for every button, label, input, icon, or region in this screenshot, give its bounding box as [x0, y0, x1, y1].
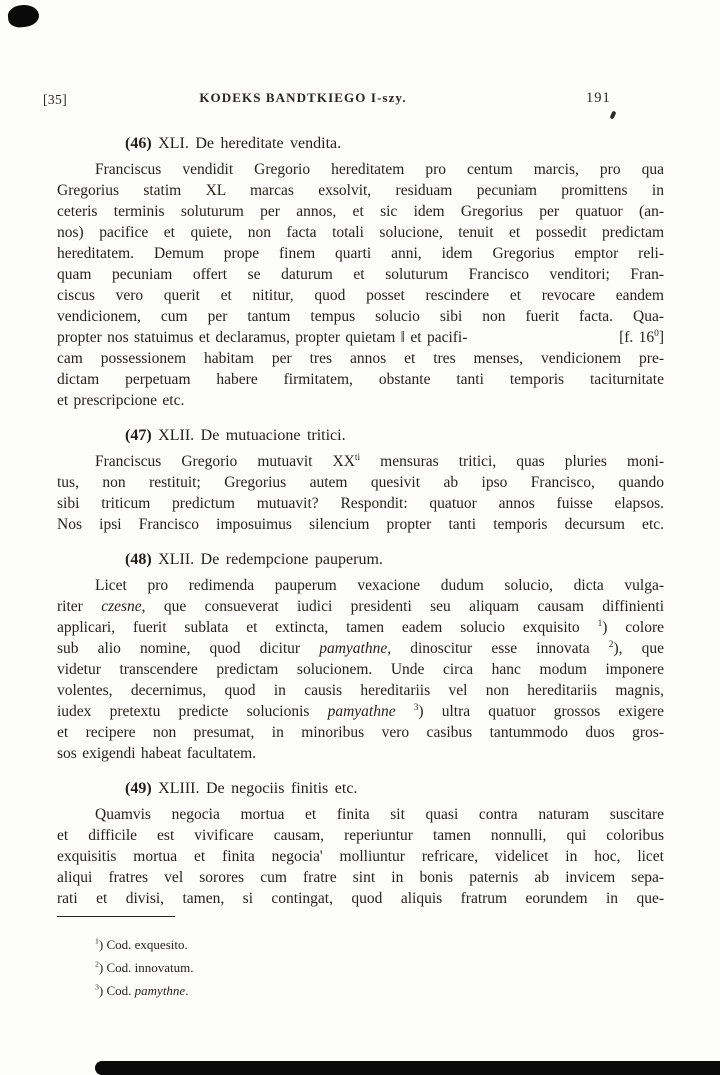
text-segment: dictam perpetuam habere firmitatem, obstante tanti temporis taciturnitate	[57, 371, 664, 388]
text-line	[57, 201, 664, 222]
text-segment: , dinoscitur esse innovata	[387, 640, 609, 657]
superscript-mark: 3	[95, 982, 99, 992]
footnote-line	[95, 979, 495, 1002]
scan-artifact-top-left	[7, 3, 40, 28]
text-segment: Gregorius statim XL marcas exsolvit, residuam pecuniam promittens in	[57, 182, 664, 199]
superscript-mark: 0	[654, 328, 659, 339]
text-line	[57, 680, 664, 701]
text-segment: ciscus vero querit et nititur, quod posset rescindere et revocare eandem	[57, 287, 664, 304]
folio-reference	[619, 327, 664, 348]
text-segment: applicari, fuerit sublata et extincta, tamen eadem solucio exquisito	[57, 619, 598, 636]
text-line	[57, 638, 664, 659]
text-segment: ceteris terminis soluturum per annos, et sic idem Gregorius per quatuor (an-	[57, 203, 664, 220]
main-text-block	[57, 133, 664, 909]
footnote-line	[95, 933, 495, 956]
text-segment: aliqui fratres vel sorores cum fratre sint in bonis paternis ab invicem sepa-	[57, 869, 664, 886]
scan-artifact-tick	[610, 111, 617, 120]
text-segment: hereditatem. Demum prope finem quarti anni, idem Gregorius emptor reli-	[57, 245, 664, 262]
text-segment: Licet pro redimenda pauperum vexacione dudum solucio, dicta vulga-	[95, 577, 664, 594]
text-segment: nos) pacifice et quiete, non facta totali solucione, tenuit et possedit predictam	[57, 224, 664, 241]
text-segment: ]	[658, 329, 664, 346]
text-segment: et difficile est vivificare causam, reperiuntur tamen nonnulli, qui coloribus	[57, 827, 664, 844]
text-segment: tus, non restituit; Gregorius autem quesivit ab ipso Francisco, quando	[57, 474, 664, 491]
text-line	[57, 514, 664, 535]
scan-artifact-bottom-bar	[95, 1061, 720, 1075]
text-segment: ) Cod. exquesito.	[98, 937, 188, 952]
text-segment: mensuras tritici, quas pluries moni-	[360, 453, 664, 470]
text-line	[57, 867, 664, 888]
text-segment: ), que	[613, 640, 664, 657]
superscript-mark: 2	[95, 959, 99, 969]
text-segment: sibi triticum predictum mutuavit? Respondit: quatuor annos fuisse elapsos.	[57, 495, 664, 512]
text-segment: exquisitis mortua et finita negocia' molliuntur refricare, videlicet in hoc, licet	[57, 848, 664, 865]
text-segment	[396, 703, 414, 720]
text-segment: sos exigendi habeat facultatem.	[57, 745, 257, 762]
text-line	[57, 264, 664, 285]
text-line	[57, 390, 664, 411]
text-line	[57, 222, 664, 243]
text-segment: et prescripcione etc.	[57, 392, 185, 409]
italic-term: pamyathne	[327, 703, 396, 720]
text-segment: quam pecuniam offert se daturum et soluturum Francisco venditori; Fran-	[57, 266, 664, 283]
text-line	[57, 825, 664, 846]
text-segment: rati et divisi, tamen, si contingat, quod aliquis fratrum eorundem in que-	[57, 890, 664, 907]
section-number: (47)	[125, 427, 152, 444]
text-line	[57, 348, 664, 369]
text-segment: ) Cod. innovatum.	[98, 960, 194, 975]
text-line	[57, 701, 664, 722]
text-segment: Franciscus Gregorio mutuavit XX	[95, 453, 355, 470]
section-heading: (46) XLI. De hereditate vendita.	[125, 135, 342, 152]
text-line	[57, 596, 664, 617]
text-line	[57, 243, 664, 264]
italic-term: czesne	[101, 598, 142, 615]
text-line	[57, 180, 664, 201]
text-segment: iudex pretextu predicte solucionis	[57, 703, 328, 720]
text-segment: sub alio nomine, quod dicitur	[57, 640, 320, 657]
text-line	[57, 493, 664, 514]
folio-marker: [35]	[43, 92, 68, 107]
text-line	[57, 743, 664, 764]
italic-term: pamythne	[134, 983, 186, 998]
text-line	[57, 306, 664, 327]
superscript-mark: 3	[413, 702, 419, 713]
superscript-mark: 2	[608, 639, 614, 650]
running-header	[0, 90, 720, 110]
text-line	[57, 846, 664, 867]
section-number: (49)	[125, 780, 152, 797]
text-segment: .	[185, 983, 189, 998]
text-segment: Nos ipsi Francisco imposuimus silencium propter tanti temporis decursum etc.	[57, 516, 664, 533]
text-segment: [f. 16	[619, 329, 655, 346]
footnote-line	[95, 956, 495, 979]
running-title: KODEKS BANDTKIEGO I-szy.	[199, 90, 407, 105]
text-segment: ) ultra quatuor grossos exigere	[418, 703, 665, 720]
footnotes-block	[95, 933, 495, 1002]
superscript-mark: 1	[597, 618, 603, 629]
footnote-separator-rule	[57, 916, 175, 917]
italic-term: pamyathne	[319, 640, 388, 657]
section-number: (48)	[125, 551, 152, 568]
text-segment: Franciscus vendidit Gregorio hereditatem pro centum marcis, pro qua	[95, 161, 664, 178]
superscript-mark: ti	[354, 452, 361, 463]
text-line	[57, 327, 664, 348]
text-line	[57, 804, 664, 825]
text-line	[57, 888, 664, 909]
text-line	[57, 159, 664, 180]
text-line	[57, 617, 664, 638]
text-segment: videtur transcendere predictam solucionem. Unde circa hanc modum imponere	[57, 661, 664, 678]
text-segment: vendicionem, cum per tantum tempus solucio sibi non fuerit facta. Qua-	[57, 308, 664, 325]
text-segment: et recipere non presumat, in minoribus vero casibus tantummodo duos gros-	[57, 724, 664, 741]
text-segment-group	[57, 327, 467, 348]
page-number: 191	[586, 90, 611, 106]
text-line	[57, 659, 664, 680]
text-segment: ) Cod.	[98, 983, 135, 998]
text-segment: Quamvis negocia mortua et finita sit quasi contra naturam suscitare	[95, 806, 664, 823]
text-segment: volentes, decernimus, quod in causis hereditariis vel non hereditariis magnis,	[57, 682, 664, 699]
text-line	[57, 472, 664, 493]
text-segment: riter	[57, 598, 102, 615]
text-line	[57, 285, 664, 306]
section-number: (46)	[125, 135, 152, 152]
text-segment: cam possessionem habitam per tres annos et tres menses, vendicionem pre-	[57, 350, 664, 367]
text-segment: propter nos statuimus et declaramus, propter quietam ‖ et pacifi-	[57, 329, 468, 346]
text-line	[57, 575, 664, 596]
section-heading: (49) XLIII. De negociis finitis etc.	[125, 780, 358, 797]
text-line	[57, 722, 664, 743]
section-heading: (48) XLII. De redempcione pauperum.	[125, 551, 383, 568]
text-segment: ) colore	[602, 619, 665, 636]
superscript-mark: 1	[95, 936, 99, 946]
text-line	[57, 369, 664, 390]
section-heading: (47) XLII. De mutuacione tritici.	[125, 427, 346, 444]
text-line	[57, 451, 664, 472]
text-segment: , que consueverat iudici presidenti seu aliquam causam diffinienti	[141, 598, 664, 615]
